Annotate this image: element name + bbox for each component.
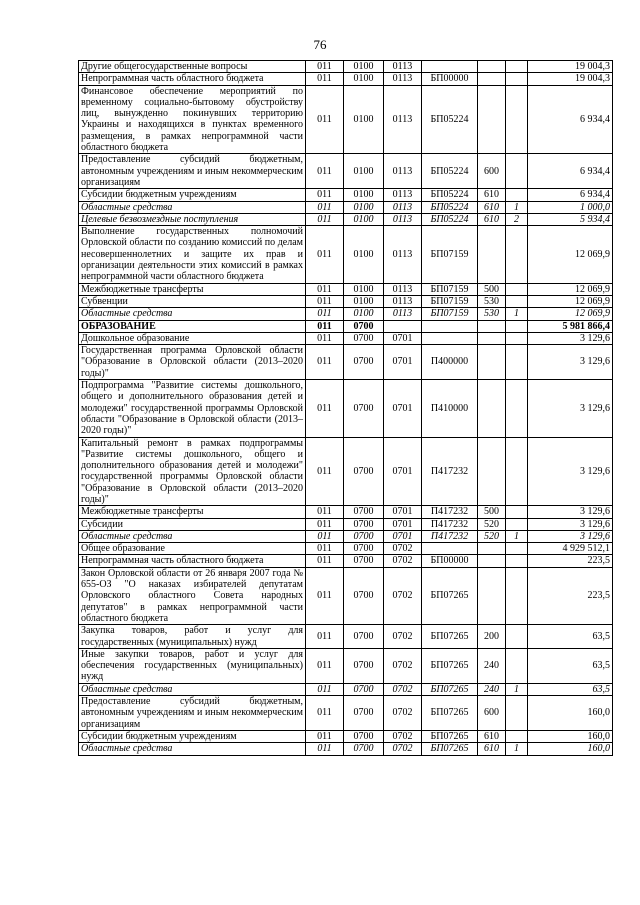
expense-type-cell <box>478 567 506 624</box>
ministry-code-cell: 011 <box>306 648 344 683</box>
funding-source-cell <box>506 380 528 437</box>
row-name-cell: Капитальный ремонт в рамках подпрограммы "Развитие системы дошкольного, общего и дополнительного образования детей и молодежи" государственной программы Орловской области "Образование в Орловской области (2013–2020 годы)" <box>79 437 306 506</box>
section-code-cell: 0700 <box>344 437 384 506</box>
ministry-code-cell: 011 <box>306 743 344 755</box>
section-code-cell: 0700 <box>344 345 384 380</box>
ministry-code-cell: 011 <box>306 567 344 624</box>
table-row <box>79 530 613 542</box>
section-code-cell: 0100 <box>344 154 384 189</box>
ministry-code-cell: 011 <box>306 696 344 731</box>
ministry-code-cell: 011 <box>306 506 344 518</box>
subsection-code-cell: 0702 <box>384 625 422 649</box>
row-name-cell: Финансовое обеспечение мероприятий по временному социально-бытовому обустройству лиц, вынужденно покинувших территорию Украины и находящихся в пунктах временного размещения, в рамках непрограммной части областного бюджета <box>79 85 306 154</box>
expense-type-cell <box>478 226 506 283</box>
amount-cell: 4 929 512,1 <box>528 543 613 555</box>
amount-cell: 6 934,4 <box>528 189 613 201</box>
funding-source-cell <box>506 567 528 624</box>
funding-source-cell <box>506 543 528 555</box>
amount-cell: 63,5 <box>528 648 613 683</box>
funding-source-cell: 1 <box>506 308 528 320</box>
subsection-code-cell: 0702 <box>384 730 422 742</box>
row-name-cell: Субсидии <box>79 518 306 530</box>
row-name-cell: Подпрограмма "Развитие системы дошкольного, общего и дополнительного образования детей и молодежи" государственной программы Орловской области "Образование в Орловской области (2013–2020 годы)" <box>79 380 306 437</box>
table-row <box>79 730 613 742</box>
expense-type-cell <box>478 345 506 380</box>
section-code-cell: 0700 <box>344 625 384 649</box>
target-article-cell: БП05224 <box>422 201 478 213</box>
amount-cell: 160,0 <box>528 696 613 731</box>
budget-table <box>78 60 613 756</box>
subsection-code-cell: 0113 <box>384 73 422 85</box>
expense-type-cell: 530 <box>478 308 506 320</box>
section-code-cell: 0700 <box>344 530 384 542</box>
subsection-code-cell: 0113 <box>384 213 422 225</box>
section-code-cell: 0700 <box>344 320 384 332</box>
page-number: 76 <box>313 37 327 52</box>
subsection-code-cell: 0701 <box>384 437 422 506</box>
section-code-cell: 0700 <box>344 518 384 530</box>
expense-type-cell: 530 <box>478 295 506 307</box>
table-row <box>79 226 613 283</box>
row-name-cell: Субвенции <box>79 295 306 307</box>
table-row <box>79 543 613 555</box>
target-article-cell <box>422 543 478 555</box>
expense-type-cell: 240 <box>478 648 506 683</box>
target-article-cell: БП07265 <box>422 567 478 624</box>
table-row <box>79 308 613 320</box>
subsection-code-cell: 0702 <box>384 543 422 555</box>
table-row <box>79 380 613 437</box>
section-code-cell: 0100 <box>344 61 384 73</box>
target-article-cell: БП05224 <box>422 85 478 154</box>
expense-type-cell <box>478 61 506 73</box>
expense-type-cell: 500 <box>478 506 506 518</box>
subsection-code-cell: 0113 <box>384 85 422 154</box>
target-article-cell <box>422 332 478 344</box>
table-row <box>79 332 613 344</box>
target-article-cell: БП07159 <box>422 295 478 307</box>
ministry-code-cell: 011 <box>306 518 344 530</box>
table-row <box>79 61 613 73</box>
table-row <box>79 625 613 649</box>
subsection-code-cell: 0702 <box>384 567 422 624</box>
amount-cell: 12 069,9 <box>528 295 613 307</box>
row-name-cell: Государственная программа Орловской области "Образование в Орловской области (2013–2020 годы)" <box>79 345 306 380</box>
section-code-cell: 0700 <box>344 543 384 555</box>
table-row <box>79 189 613 201</box>
table-row <box>79 295 613 307</box>
table-row <box>79 648 613 683</box>
amount-cell: 63,5 <box>528 683 613 695</box>
section-code-cell: 0700 <box>344 506 384 518</box>
target-article-cell: БП07159 <box>422 308 478 320</box>
amount-cell: 12 069,9 <box>528 308 613 320</box>
target-article-cell: БП00000 <box>422 555 478 567</box>
amount-cell: 160,0 <box>528 730 613 742</box>
expense-type-cell: 600 <box>478 154 506 189</box>
funding-source-cell <box>506 226 528 283</box>
expense-type-cell <box>478 73 506 85</box>
ministry-code-cell: 011 <box>306 345 344 380</box>
expense-type-cell: 610 <box>478 201 506 213</box>
expense-type-cell: 520 <box>478 530 506 542</box>
subsection-code-cell: 0702 <box>384 683 422 695</box>
target-article-cell <box>422 320 478 332</box>
subsection-code-cell: 0702 <box>384 743 422 755</box>
target-article-cell: БП07265 <box>422 683 478 695</box>
funding-source-cell <box>506 332 528 344</box>
funding-source-cell <box>506 73 528 85</box>
expense-type-cell: 610 <box>478 189 506 201</box>
amount-cell: 6 934,4 <box>528 154 613 189</box>
row-name-cell: Другие общегосударственные вопросы <box>79 61 306 73</box>
row-name-cell: Областные средства <box>79 201 306 213</box>
table-row <box>79 518 613 530</box>
amount-cell: 3 129,6 <box>528 380 613 437</box>
funding-source-cell <box>506 625 528 649</box>
section-code-cell: 0700 <box>344 730 384 742</box>
amount-cell: 1 000,0 <box>528 201 613 213</box>
table-row <box>79 213 613 225</box>
funding-source-cell <box>506 320 528 332</box>
target-article-cell: БП00000 <box>422 73 478 85</box>
expense-type-cell <box>478 437 506 506</box>
amount-cell: 5 981 866,4 <box>528 320 613 332</box>
funding-source-cell: 1 <box>506 743 528 755</box>
target-article-cell: БП05224 <box>422 189 478 201</box>
row-name-cell: Целевые безвозмездные поступления <box>79 213 306 225</box>
row-name-cell: Субсидии бюджетным учреждениям <box>79 189 306 201</box>
subsection-code-cell: 0113 <box>384 226 422 283</box>
table-row <box>79 437 613 506</box>
expense-type-cell: 610 <box>478 730 506 742</box>
table-row <box>79 85 613 154</box>
subsection-code-cell: 0701 <box>384 518 422 530</box>
section-code-cell: 0100 <box>344 213 384 225</box>
ministry-code-cell: 011 <box>306 555 344 567</box>
section-code-cell: 0100 <box>344 201 384 213</box>
amount-cell: 3 129,6 <box>528 506 613 518</box>
expense-type-cell <box>478 380 506 437</box>
subsection-code-cell <box>384 320 422 332</box>
amount-cell: 5 934,4 <box>528 213 613 225</box>
target-article-cell: П417232 <box>422 506 478 518</box>
funding-source-cell <box>506 506 528 518</box>
section-code-cell: 0100 <box>344 189 384 201</box>
amount-cell: 3 129,6 <box>528 530 613 542</box>
funding-source-cell: 1 <box>506 683 528 695</box>
row-name-cell: Субсидии бюджетным учреждениям <box>79 730 306 742</box>
amount-cell: 3 129,6 <box>528 437 613 506</box>
target-article-cell: БП07265 <box>422 625 478 649</box>
row-name-cell: Закон Орловской области от 26 января 2007 года № 655-ОЗ "О наказах избирателей депутатам Орловского областного Совета народных депутатов" в рамках непрограммной части областного бюджета <box>79 567 306 624</box>
target-article-cell: П417232 <box>422 437 478 506</box>
expense-type-cell: 520 <box>478 518 506 530</box>
funding-source-cell <box>506 437 528 506</box>
subsection-code-cell: 0701 <box>384 332 422 344</box>
subsection-code-cell: 0113 <box>384 189 422 201</box>
subsection-code-cell: 0113 <box>384 201 422 213</box>
table-row <box>79 73 613 85</box>
subsection-code-cell: 0701 <box>384 530 422 542</box>
ministry-code-cell: 011 <box>306 683 344 695</box>
row-name-cell: Непрограммная часть областного бюджета <box>79 73 306 85</box>
subsection-code-cell: 0702 <box>384 696 422 731</box>
section-code-cell: 0700 <box>344 743 384 755</box>
funding-source-cell <box>506 518 528 530</box>
table-row <box>79 154 613 189</box>
amount-cell: 19 004,3 <box>528 61 613 73</box>
section-code-cell: 0100 <box>344 85 384 154</box>
funding-source-cell: 1 <box>506 530 528 542</box>
expense-type-cell <box>478 332 506 344</box>
funding-source-cell <box>506 61 528 73</box>
target-article-cell: П400000 <box>422 345 478 380</box>
section-code-cell: 0100 <box>344 283 384 295</box>
target-article-cell: БП07265 <box>422 730 478 742</box>
expense-type-cell <box>478 543 506 555</box>
row-name-cell: Предоставление субсидий бюджетным, автономным учреждениям и иным некоммерческим организациям <box>79 696 306 731</box>
section-code-cell: 0700 <box>344 648 384 683</box>
funding-source-cell <box>506 283 528 295</box>
target-article-cell: БП07159 <box>422 226 478 283</box>
ministry-code-cell: 011 <box>306 308 344 320</box>
target-article-cell: П410000 <box>422 380 478 437</box>
amount-cell: 160,0 <box>528 743 613 755</box>
subsection-code-cell: 0702 <box>384 555 422 567</box>
ministry-code-cell: 011 <box>306 226 344 283</box>
subsection-code-cell: 0113 <box>384 61 422 73</box>
ministry-code-cell: 011 <box>306 437 344 506</box>
ministry-code-cell: 011 <box>306 201 344 213</box>
funding-source-cell <box>506 648 528 683</box>
amount-cell: 19 004,3 <box>528 73 613 85</box>
table-row <box>79 555 613 567</box>
subsection-code-cell: 0701 <box>384 380 422 437</box>
amount-cell: 3 129,6 <box>528 518 613 530</box>
section-code-cell: 0100 <box>344 308 384 320</box>
row-name-cell: Иные закупки товаров, работ и услуг для обеспечения государственных (муниципальных) нужд <box>79 648 306 683</box>
target-article-cell <box>422 61 478 73</box>
amount-cell: 6 934,4 <box>528 85 613 154</box>
target-article-cell: БП07265 <box>422 648 478 683</box>
ministry-code-cell: 011 <box>306 213 344 225</box>
funding-source-cell <box>506 345 528 380</box>
section-code-cell: 0700 <box>344 696 384 731</box>
amount-cell: 223,5 <box>528 555 613 567</box>
ministry-code-cell: 011 <box>306 283 344 295</box>
amount-cell: 223,5 <box>528 567 613 624</box>
funding-source-cell <box>506 189 528 201</box>
ministry-code-cell: 011 <box>306 73 344 85</box>
amount-cell: 63,5 <box>528 625 613 649</box>
expense-type-cell <box>478 320 506 332</box>
amount-cell: 3 129,6 <box>528 332 613 344</box>
section-code-cell: 0100 <box>344 73 384 85</box>
subsection-code-cell: 0113 <box>384 308 422 320</box>
subsection-code-cell: 0702 <box>384 648 422 683</box>
funding-source-cell: 2 <box>506 213 528 225</box>
subsection-code-cell: 0701 <box>384 506 422 518</box>
section-code-cell: 0100 <box>344 295 384 307</box>
expense-type-cell: 610 <box>478 213 506 225</box>
section-code-cell: 0700 <box>344 683 384 695</box>
amount-cell: 12 069,9 <box>528 226 613 283</box>
row-name-cell: Областные средства <box>79 683 306 695</box>
row-name-cell: Областные средства <box>79 743 306 755</box>
target-article-cell: БП05224 <box>422 154 478 189</box>
table-row <box>79 696 613 731</box>
row-name-cell: Областные средства <box>79 308 306 320</box>
row-name-cell: Предоставление субсидий бюджетным, автономным учреждениям и иным некоммерческим организациям <box>79 154 306 189</box>
table-row <box>79 320 613 332</box>
target-article-cell: БП07159 <box>422 283 478 295</box>
target-article-cell: БП05224 <box>422 213 478 225</box>
expense-type-cell <box>478 555 506 567</box>
funding-source-cell <box>506 154 528 189</box>
ministry-code-cell: 011 <box>306 543 344 555</box>
table-row <box>79 345 613 380</box>
funding-source-cell <box>506 85 528 154</box>
table-row <box>79 506 613 518</box>
ministry-code-cell: 011 <box>306 530 344 542</box>
table-row <box>79 201 613 213</box>
table-row <box>79 743 613 755</box>
target-article-cell: БП07265 <box>422 743 478 755</box>
row-name-cell: Общее образование <box>79 543 306 555</box>
row-name-cell: Межбюджетные трансферты <box>79 283 306 295</box>
row-name-cell: Дошкольное образование <box>79 332 306 344</box>
target-article-cell: П417232 <box>422 518 478 530</box>
expense-type-cell: 600 <box>478 696 506 731</box>
expense-type-cell: 500 <box>478 283 506 295</box>
funding-source-cell <box>506 295 528 307</box>
ministry-code-cell: 011 <box>306 332 344 344</box>
ministry-code-cell: 011 <box>306 625 344 649</box>
section-code-cell: 0700 <box>344 332 384 344</box>
target-article-cell: П417232 <box>422 530 478 542</box>
section-code-cell: 0700 <box>344 567 384 624</box>
funding-source-cell <box>506 696 528 731</box>
table-row <box>79 283 613 295</box>
subsection-code-cell: 0113 <box>384 295 422 307</box>
subsection-code-cell: 0113 <box>384 283 422 295</box>
funding-source-cell: 1 <box>506 201 528 213</box>
ministry-code-cell: 011 <box>306 154 344 189</box>
section-code-cell: 0100 <box>344 226 384 283</box>
row-name-cell: Межбюджетные трансферты <box>79 506 306 518</box>
section-code-cell: 0700 <box>344 555 384 567</box>
row-name-cell: Областные средства <box>79 530 306 542</box>
row-name-cell: Непрограммная часть областного бюджета <box>79 555 306 567</box>
funding-source-cell <box>506 730 528 742</box>
budget-table-body <box>79 61 613 756</box>
ministry-code-cell: 011 <box>306 380 344 437</box>
ministry-code-cell: 011 <box>306 85 344 154</box>
subsection-code-cell: 0701 <box>384 345 422 380</box>
subsection-code-cell: 0113 <box>384 154 422 189</box>
section-code-cell: 0700 <box>344 380 384 437</box>
funding-source-cell <box>506 555 528 567</box>
expense-type-cell <box>478 85 506 154</box>
ministry-code-cell: 011 <box>306 295 344 307</box>
expense-type-cell: 610 <box>478 743 506 755</box>
expense-type-cell: 240 <box>478 683 506 695</box>
row-name-cell: ОБРАЗОВАНИЕ <box>79 320 306 332</box>
target-article-cell: БП07265 <box>422 696 478 731</box>
row-name-cell: Закупка товаров, работ и услуг для государственных (муниципальных) нужд <box>79 625 306 649</box>
ministry-code-cell: 011 <box>306 730 344 742</box>
amount-cell: 3 129,6 <box>528 345 613 380</box>
ministry-code-cell: 011 <box>306 320 344 332</box>
ministry-code-cell: 011 <box>306 189 344 201</box>
table-row <box>79 683 613 695</box>
ministry-code-cell: 011 <box>306 61 344 73</box>
row-name-cell: Выполнение государственных полномочий Орловской области по созданию комиссий по делам несовершеннолетних и защите их прав и организации деятельности этих комиссий в рамках непрограммной части областного бюджета <box>79 226 306 283</box>
amount-cell: 12 069,9 <box>528 283 613 295</box>
table-row <box>79 567 613 624</box>
expense-type-cell: 200 <box>478 625 506 649</box>
